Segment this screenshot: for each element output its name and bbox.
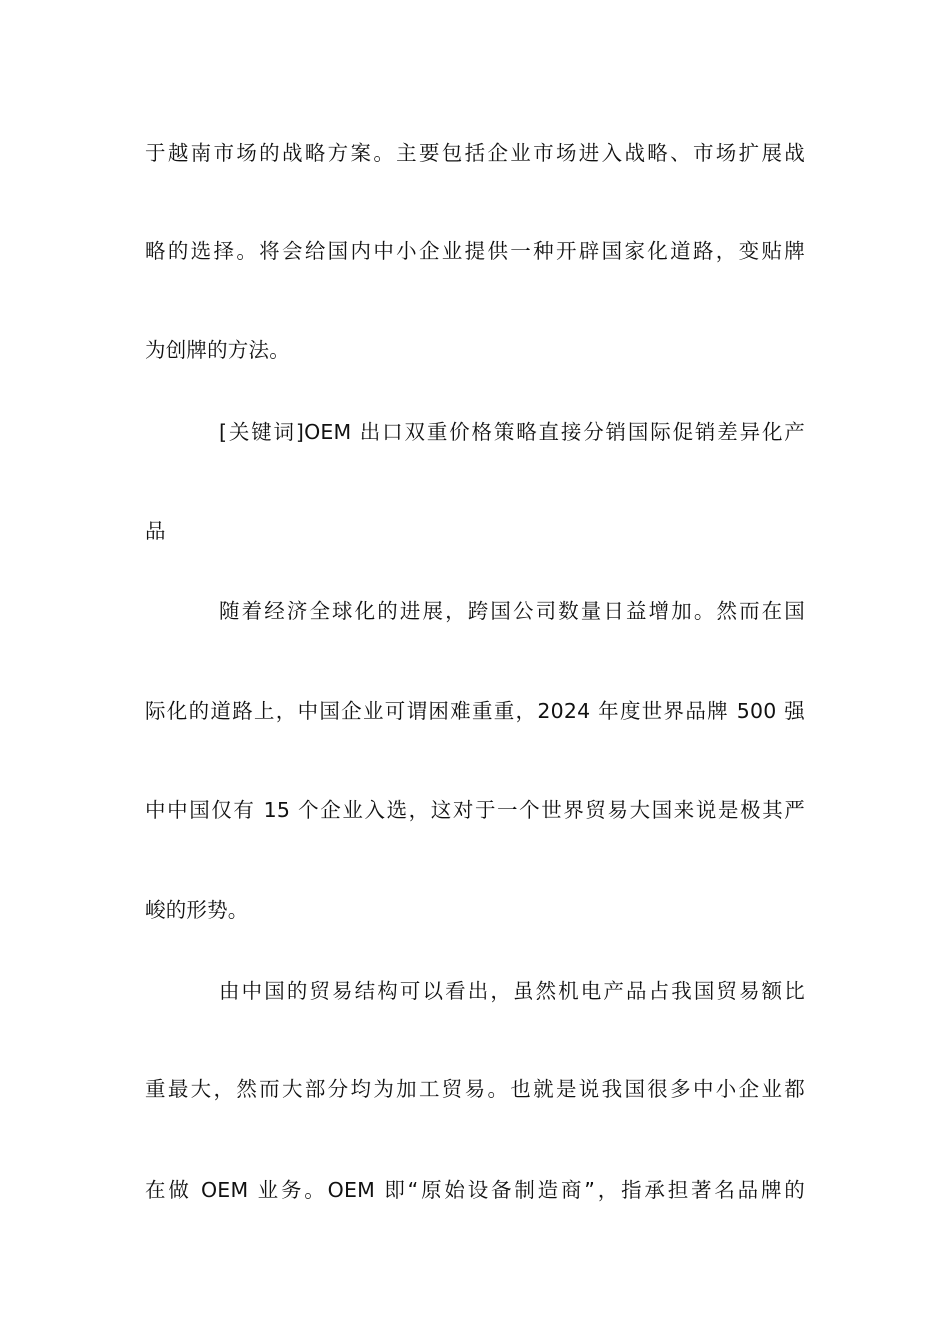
text-line: 中中国仅有 15 个企业入选，这对于一个世界贸易大国来说是极其严 xyxy=(145,798,805,822)
text-line: 于越南市场的战略方案。主要包括企业市场进入战略、市场扩展战 xyxy=(145,141,805,165)
paragraph-first-line: 随着经济全球化的进展，跨国公司数量日益增加。然而在国 xyxy=(219,599,805,623)
text-line: 际化的道路上，中国企业可谓困难重重，2024 年度世界品牌 500 强 xyxy=(145,699,805,723)
keywords-line: [关键词]OEM 出口双重价格策略直接分销国际促销差异化产 xyxy=(219,420,805,444)
text-line: 峻的形势。 xyxy=(145,898,249,922)
text-line: 在做 OEM 业务。OEM 即“原始设备制造商”，指承担著名品牌的 xyxy=(145,1178,805,1202)
text-line: 为创牌的方法。 xyxy=(145,338,290,362)
keywords-line-continuation: 品 xyxy=(145,519,166,543)
text-line: 重最大，然而大部分均为加工贸易。也就是说我国很多中小企业都 xyxy=(145,1077,805,1101)
paragraph-first-line: 由中国的贸易结构可以看出，虽然机电产品占我国贸易额比 xyxy=(219,979,805,1003)
text-line: 略的选择。将会给国内中小企业提供一种开辟国家化道路，变贴牌 xyxy=(145,239,805,263)
